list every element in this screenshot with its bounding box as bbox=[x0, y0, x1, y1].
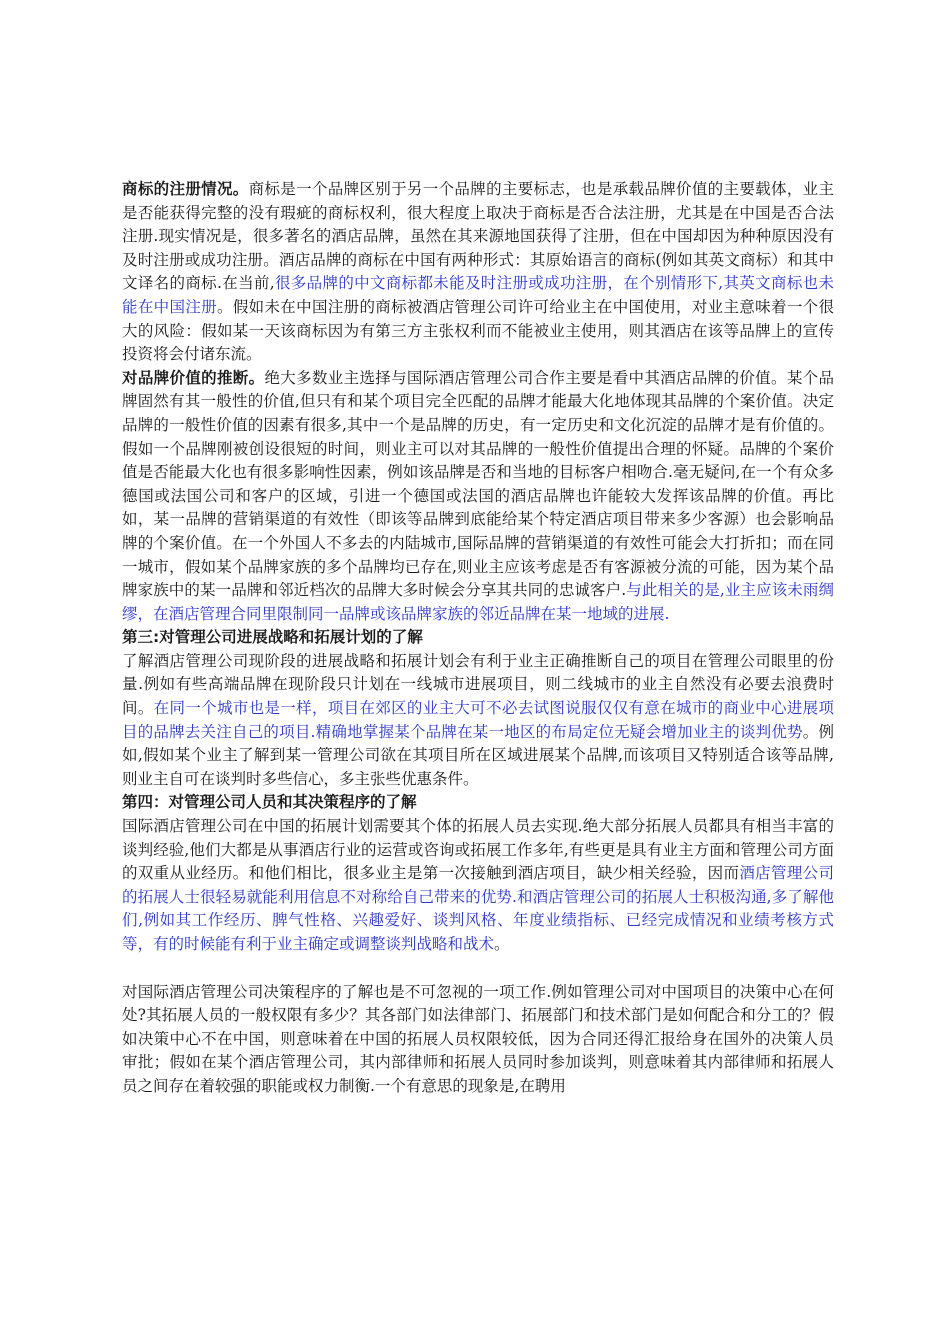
paragraph-brand-value bbox=[122, 367, 834, 627]
paragraph-personnel bbox=[122, 815, 834, 957]
paragraph-trademark-registration bbox=[122, 178, 834, 367]
paragraph-text: 了解酒店管理公司现阶段的进展战略和拓展计划会有利于业主正确推断自己的项目在管理公司眼里的份量.例如有些高端品牌在现阶段只计划在一线城市进展项目，则二线城市的业主自然没有必要去浪费时间。 bbox=[122, 651, 834, 718]
highlighted-text: 很多品牌的中文商标都未能及时注册或成功注册，在个别情形下,其英文商标也未能在中国注册 bbox=[122, 274, 834, 316]
paragraph-text: 对国际酒店管理公司决策程序的了解也是不可忽视的一项工作.例如管理公司对中国项目的决策中心在何处?其拓展人员的一般权限有多少？其各部门如法律部门、拓展部门和技术部门是如何配合和分工的？假如决策中心不在中国，则意味着在中国的拓展人员权限较低，因为合同还得汇报给身在国外的决策人员审批；假如在某个酒店管理公司，其内部律师和拓展人员同时参加谈判，则意味着其内部律师和拓展人员之间存在着较强的职能或权力制衡.一个有意思的现象是,在聘用 bbox=[122, 982, 834, 1095]
paragraph-text: 。 bbox=[494, 935, 510, 953]
highlighted-text: 酒店管理公司的拓展人士很轻易就能利用信息不对称给自己带来的优势.和酒店管理公司的拓展人士积极沟通,多了解他们,例如其工作经历、脾气性格、兴趣爱好、谈判风格、年度业绩指标、已经完成情况和业绩考核方式等，有的时候能有利于业主确定或调整谈判战略和战术 bbox=[122, 864, 834, 953]
paragraph-text: 。例如,假如某个业主了解到某一管理公司欲在其项目所在区域进展某个品牌,而该项目又特别适合该等品牌,则业主自可在谈判时多些信心，多主张些优惠条件。 bbox=[122, 722, 834, 788]
paragraph-strategy bbox=[122, 650, 834, 792]
paragraph-decision-process bbox=[122, 981, 834, 1099]
section-heading-4: 第四：对管理公司人员和其决策程序的了解 bbox=[122, 793, 417, 812]
paragraph-text: 国际酒店管理公司在中国的拓展计划需要其个体的拓展人员去实现.绝大部分拓展人员都具有相当丰富的谈判经验,他们大都是从事酒店行业的运营或咨询或拓展工作多年,有些更是具有业主方面和管理公司方面的双重从业经历。和他们相比，很多业主是第一次接触到酒店项目，缺少相关经验，因而 bbox=[122, 817, 834, 883]
paragraph-text: 商标是一个品牌区别于另一个品牌的主要标志，也是承载品牌价值的主要载体，业主是否能获得完整的没有瑕疵的商标权利，很大程度上取决于商标是否合法注册，尤其是在中国是否合法注册.现实情况是，很多著名的酒店品牌，虽然在其来源地国获得了注册，但在中国却因为种种原因没有及时注册或成功注册。酒店品牌的商标在中国有两种形式：其原始语言的商标(例如其英文商标）和其中文译名的商标.在当前, bbox=[122, 180, 834, 293]
paragraph-text: 绝大多数业主选择与国际酒店管理公司合作主要是看中其酒店品牌的价值。某个品牌固然有其一般性的价值,但只有和某个项目完全匹配的品牌才能最大化地体现其品牌的个案价值。决定品牌的一般性价值的因素有很多,其中一个是品牌的历史，有一定历史和文化沉淀的品牌才是有价值的。假如一个品牌刚被创设很短的时间，则业主可以对其品牌的一般性价值提出合理的怀疑。品牌的个案价值是否能最大化也有很多影响性因素，例如该品牌是否和当地的目标客户相吻合.毫无疑问,在一个有众多德国或法国公司和客户的区域，引进一个德国或法国的酒店品牌也许能较大发挥该品牌的价值。再比如，某一品牌的营销渠道的有效性（即该等品牌到底能给某个特定酒店项目带来多少客源）也会影响品牌的个案价值。在一个外国人不多去的内陆城市,国际品牌的营销渠道的有效性可能会大打折扣；而在同一城市，假如某个品牌家族的多个品牌均已存在,则业主应该考虑是否有客源被分流的可能，因为某个品牌家族中的某一品牌和邻近档次的品牌大多时候会分享其共同的忠诚客户. bbox=[122, 368, 834, 600]
section-heading-3: 第三:对管理公司进展战略和拓展计划的了解 bbox=[122, 628, 423, 647]
paragraph-text: 。假如未在中国注册的商标被酒店管理公司许可给业主在中国使用，对业主意味着一个很大的风险：假如某一天该商标因为有第三方主张权利而不能被业主使用，则其酒店在该等品牌上的宣传投资将会付诸东流。 bbox=[122, 297, 834, 364]
highlighted-text: 与此相关的是,业主应该未雨绸缪，在酒店管理合同里限制同一品牌或该品牌家族的邻近品牌在某一地域的进展. bbox=[122, 581, 834, 623]
paragraph-lead: 对品牌价值的推断。 bbox=[122, 368, 265, 387]
document-body bbox=[122, 178, 834, 1099]
paragraph-lead: 商标的注册情况。 bbox=[122, 180, 249, 198]
highlighted-text: 在同一个城市也是一样，项目在郊区的业主大可不必去试图说服仅仅有意在城市的商业中心进展项目的品牌去关注自己的项目.精确地掌握某个品牌在某一地区的布局定位无疑会增加业主的谈判优势 bbox=[122, 699, 834, 741]
